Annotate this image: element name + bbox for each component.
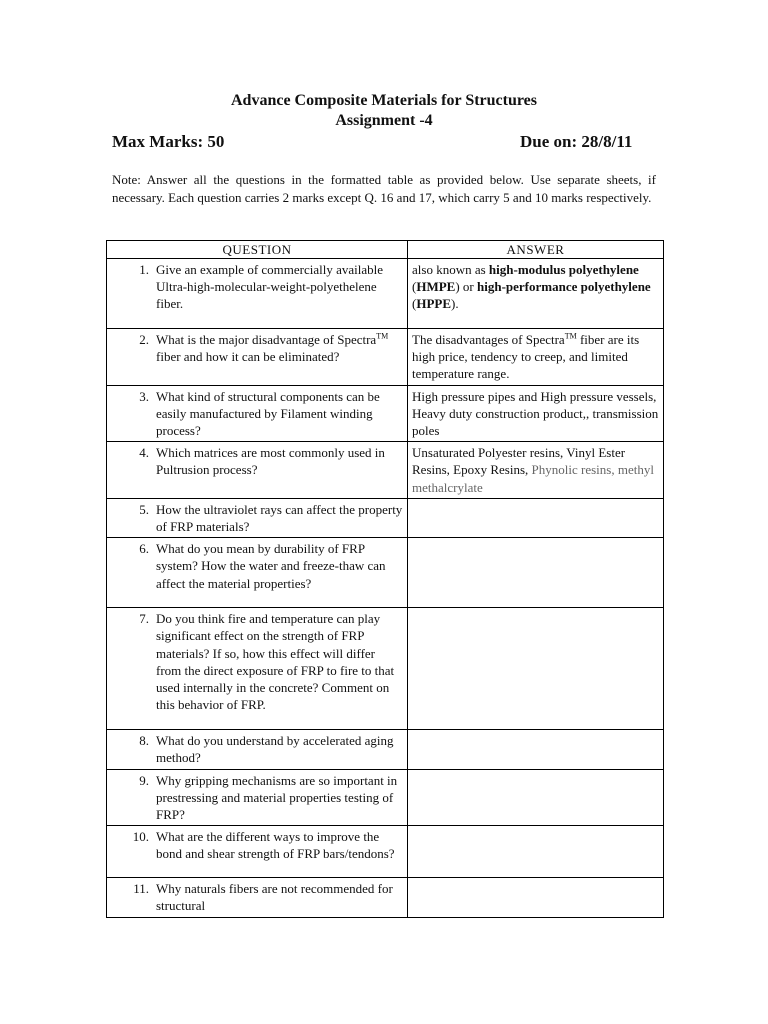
column-header-question: QUESTION: [107, 241, 408, 259]
table-row: [107, 730, 664, 769]
answer-cell[interactable]: [408, 730, 664, 769]
question-cell: [107, 385, 408, 442]
answer-cell[interactable]: [408, 826, 664, 878]
answer-cell[interactable]: [408, 608, 664, 730]
question-cell: [107, 826, 408, 878]
table-row: [107, 878, 664, 917]
question-text: Why gripping mechanisms are so important in prestressing and material properties testing of FRP?: [156, 772, 398, 823]
question-cell: [107, 259, 408, 329]
question-cell: [107, 769, 408, 826]
question-cell: [107, 608, 408, 730]
answer-cell[interactable]: [408, 878, 664, 917]
question-answer-table: [106, 240, 664, 918]
question-text: Give an example of commercially available Ultra-high-molecular-weight-polyethelene fiber.: [156, 262, 384, 312]
assignment-title: Assignment -4: [335, 112, 433, 129]
table-row: [107, 608, 664, 730]
question-number: 10.: [132, 829, 149, 845]
question-text: Why naturals fibers are not recommended for structural: [156, 881, 393, 914]
question-cell: [107, 730, 408, 769]
question-number: 2.: [139, 332, 149, 347]
max-marks: Max Marks: 50: [112, 132, 225, 151]
column-header-answer: ANSWER: [408, 241, 664, 259]
question-cell: [107, 538, 408, 608]
question-number: 9.: [139, 772, 149, 788]
question-text: What kind of structural components can be easily manufactured by Filament winding process?: [156, 388, 380, 439]
question-cell: [107, 442, 408, 499]
answer-cell[interactable]: [408, 442, 664, 499]
question-cell: [107, 498, 408, 537]
answer-cell[interactable]: [408, 329, 664, 386]
question-number: 4.: [139, 445, 149, 461]
question-text: What are the different ways to improve the bond and shear strength of FRP bars/tendons?: [156, 829, 395, 862]
table-row: [107, 538, 664, 608]
instructions-note: Note: Answer all the questions in the formatted table as provided below. Use separate sheets, if necessary. Each question carries 2 marks except Q. 16 and 17, which carry 5 and 10 marks respectively.: [112, 172, 656, 205]
question-number: 3.: [139, 388, 149, 404]
course-title: Advance Composite Materials for Structures: [230, 92, 538, 109]
answer-cell[interactable]: [408, 498, 664, 537]
question-number: 11.: [133, 881, 149, 897]
table-row: [107, 385, 664, 442]
answer-text: High pressure pipes and High pressure vessels, Heavy duty construction product,, transmission poles: [412, 388, 659, 439]
table-header-row: [107, 241, 664, 259]
due-date: Due on: 28/8/11: [520, 132, 633, 151]
question-cell: [107, 878, 408, 917]
question-number: 8.: [139, 733, 149, 749]
question-text: What is the major disadvantage of Spectra™ fiber and how it can be eliminated?: [156, 331, 389, 365]
question-text: What do you mean by durability of FRP system? How the water and freeze-thaw can affect the material properties?: [156, 541, 386, 591]
answer-cell[interactable]: [408, 538, 664, 608]
answer-text: Unsaturated Polyester resins, Vinyl Ester Resins, Epoxy Resins, Phynolic resins, methyl methalcrylate: [412, 445, 654, 495]
question-cell: [107, 329, 408, 386]
question-text: Do you think fire and temperature can play significant effect on the strength of FRP materials? If so, how this effect will differ from the direct exposure of FRP to fire to that used internally in the concrete? Comment on this behavior of FRP.: [156, 611, 395, 713]
question-number: 6.: [139, 541, 149, 557]
answer-text: The disadvantages of Spectra™ fiber are its high price, tendency to creep, and limited temperature range.: [412, 331, 640, 382]
answer-cell[interactable]: [408, 769, 664, 826]
question-number: 5.: [139, 501, 149, 517]
question-number: 7.: [139, 611, 149, 627]
table-row: [107, 769, 664, 826]
table-row: [107, 498, 664, 537]
table-row: [107, 329, 664, 386]
question-number: 1.: [139, 262, 149, 277]
answer-text: also known as high-modulus polyethylene (HMPE) or high-performance polyethylene (HPPE).: [412, 262, 651, 312]
table-row: [107, 259, 664, 329]
question-text: How the ultraviolet rays can affect the property of FRP materials?: [156, 501, 403, 535]
question-text: Which matrices are most commonly used in Pultrusion process?: [156, 445, 385, 478]
answer-cell[interactable]: [408, 259, 664, 329]
answer-cell[interactable]: [408, 385, 664, 442]
table-row: [107, 442, 664, 499]
table-row: [107, 826, 664, 878]
question-text: What do you understand by accelerated aging method?: [156, 733, 394, 766]
